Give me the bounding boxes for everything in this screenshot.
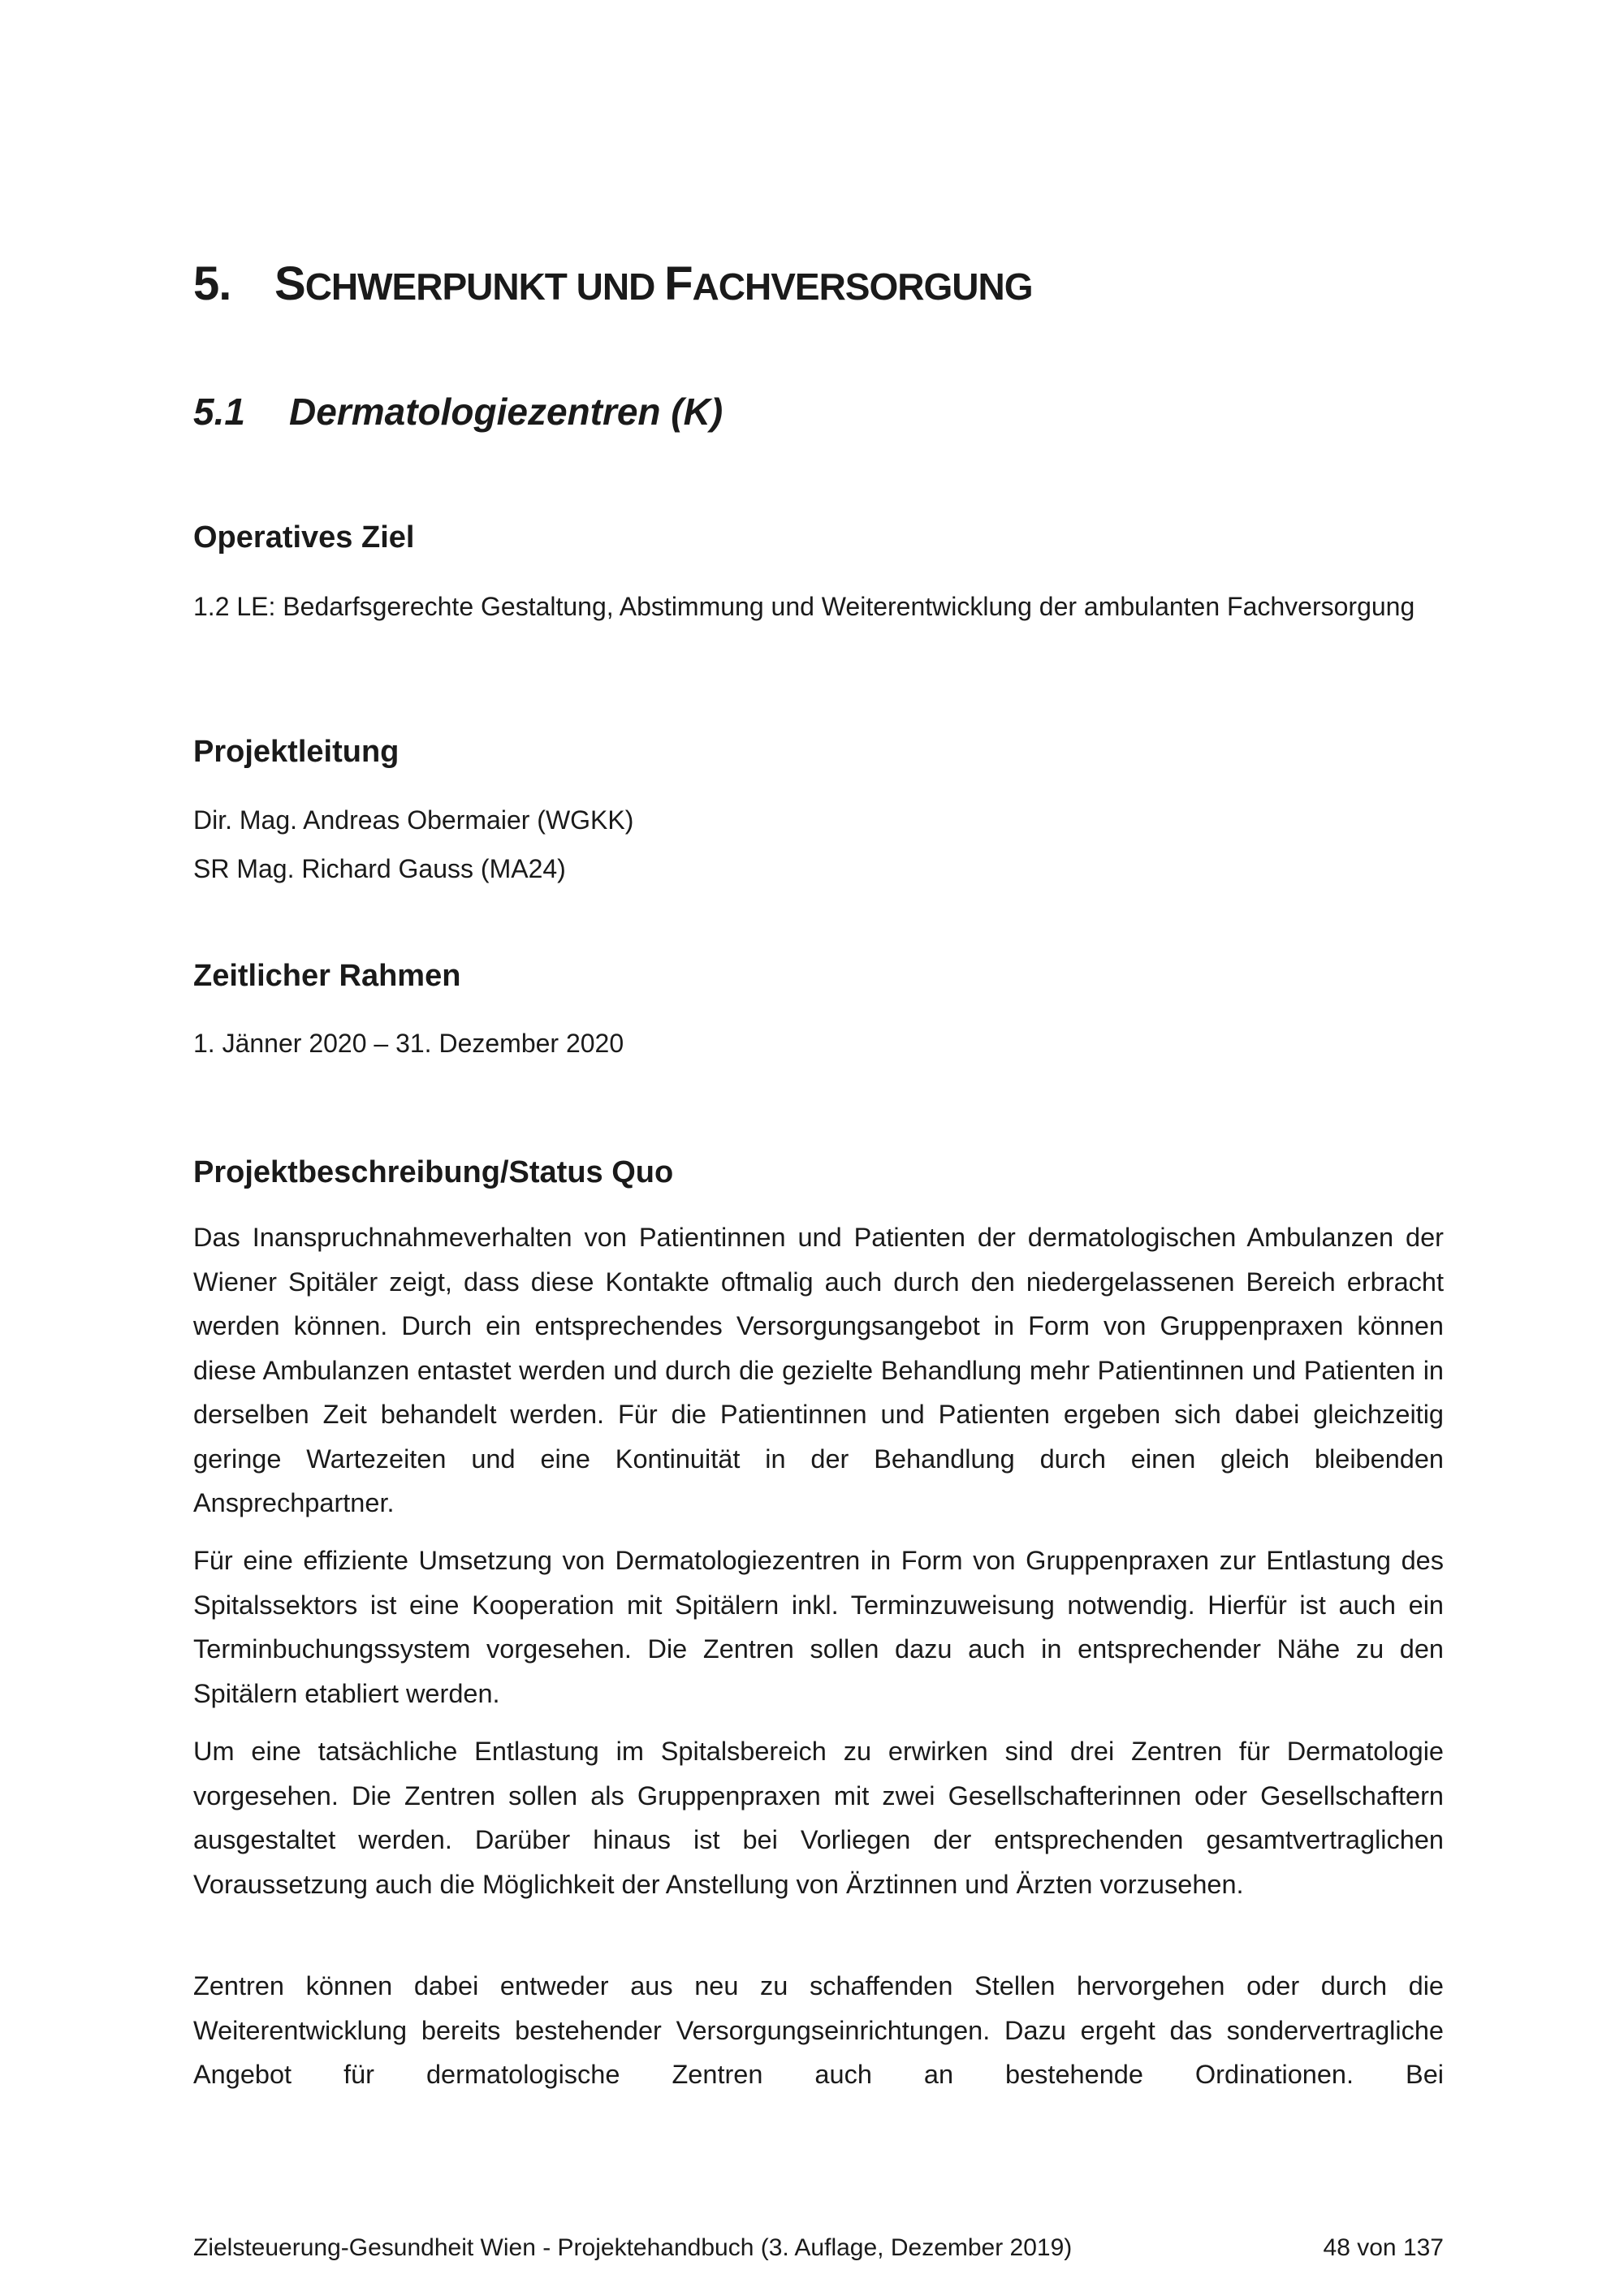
footer-document-title: Zielsteuerung-Gesundheit Wien - Projektehandbuch (3. Auflage, Dezember 2019) [193,2234,1073,2261]
projektbeschreibung-paragraph-2: Für eine effiziente Umsetzung von Dermatologiezentren in Form von Gruppenpraxen zur Entlastung des Spitalssektors ist eine Kooperation mit Spitälern inkl. Terminzuweisung notwendig. Hierfür ist auch ein Terminbuchungssystem vorgesehen. Die Zentren sollen dazu auch in entsprechender Nähe zu den Spitälern etabliert werden. [193,1546,1444,1708]
operatives-ziel-text: 1.2 LE: Bedarfsgerechte Gestaltung, Abstimmung und Weiterentwicklung der ambulanten Fachversorgung [193,592,1415,621]
section-number: 5.1 [193,391,245,433]
chapter-title-rest-1: CHWERPUNKT UND [304,265,665,308]
chapter-title-initial-1: S [274,257,305,310]
heading-projektleitung: Projektleitung [193,735,400,769]
heading-projektbeschreibung: Projektbeschreibung/Status Quo [193,1155,674,1189]
projektbeschreibung-paragraph-3: Um eine tatsächliche Entlastung im Spitalsbereich zu erwirken sind drei Zentren für Dermatologie vorgesehen. Die Zentren sollen als Gruppenpraxen mit zwei Gesellschafterinnen oder Gesellschaftern ausgestaltet werden. Darüber hinaus ist bei Vorliegen der entsprechenden gesamtvertraglichen Voraussetzung auch die Möglichkeit der Anstellung von Ärztinnen und Ärzten vorzusehen. [193,1737,1444,1899]
projektleitung-person-1: Dir. Mag. Andreas Obermaier (WGKK) [193,805,634,835]
projektbeschreibung-paragraph-4: Zentren können dabei entweder aus neu zu schaffenden Stellen hervorgehen oder durch die Weiterentwicklung bereits bestehender Versorgungseinrichtungen. Dazu ergeht das sondervertragliche Angebot für dermatologische Zentren auch an bestehende Ordinationen. Bei [193,1971,1444,2089]
heading-operatives-ziel: Operatives Ziel [193,520,415,555]
section-title-text: Dermatologiezentren (K) [289,391,723,433]
chapter-number: 5. [193,257,231,310]
projektleitung-person-2: SR Mag. Richard Gauss (MA24) [193,854,566,883]
chapter-title-initial-2: F [664,257,693,310]
heading-zeitlicher-rahmen: Zeitlicher Rahmen [193,959,461,993]
chapter-title [193,258,1032,310]
zeitlicher-rahmen-text: 1. Jänner 2020 – 31. Dezember 2020 [193,1029,624,1058]
chapter-title-rest-2: ACHVERSORGUNG [692,265,1033,308]
footer-page-number: 48 von 137 [1323,2234,1444,2261]
section-title [193,391,723,433]
projektbeschreibung-paragraph-1: Das Inanspruchnahmeverhalten von Patientinnen und Patienten der dermatologischen Ambulanzen der Wiener Spitäler zeigt, dass diese Kontakte oftmalig auch durch den niedergelassenen Bereich erbracht werden können. Durch ein entsprechendes Versorgungsangebot in Form von Gruppenpraxen können diese Ambulanzen entastet werden und durch die gezielte Behandlung mehr Patientinnen und Patienten in derselben Zeit behandelt werden. Für die Patientinnen und Patienten ergeben sich dabei gleichzeitig geringe Wartezeiten und eine Kontinuität in der Behandlung durch einen gleich bleibenden Ansprechpartner. [193,1223,1444,1517]
